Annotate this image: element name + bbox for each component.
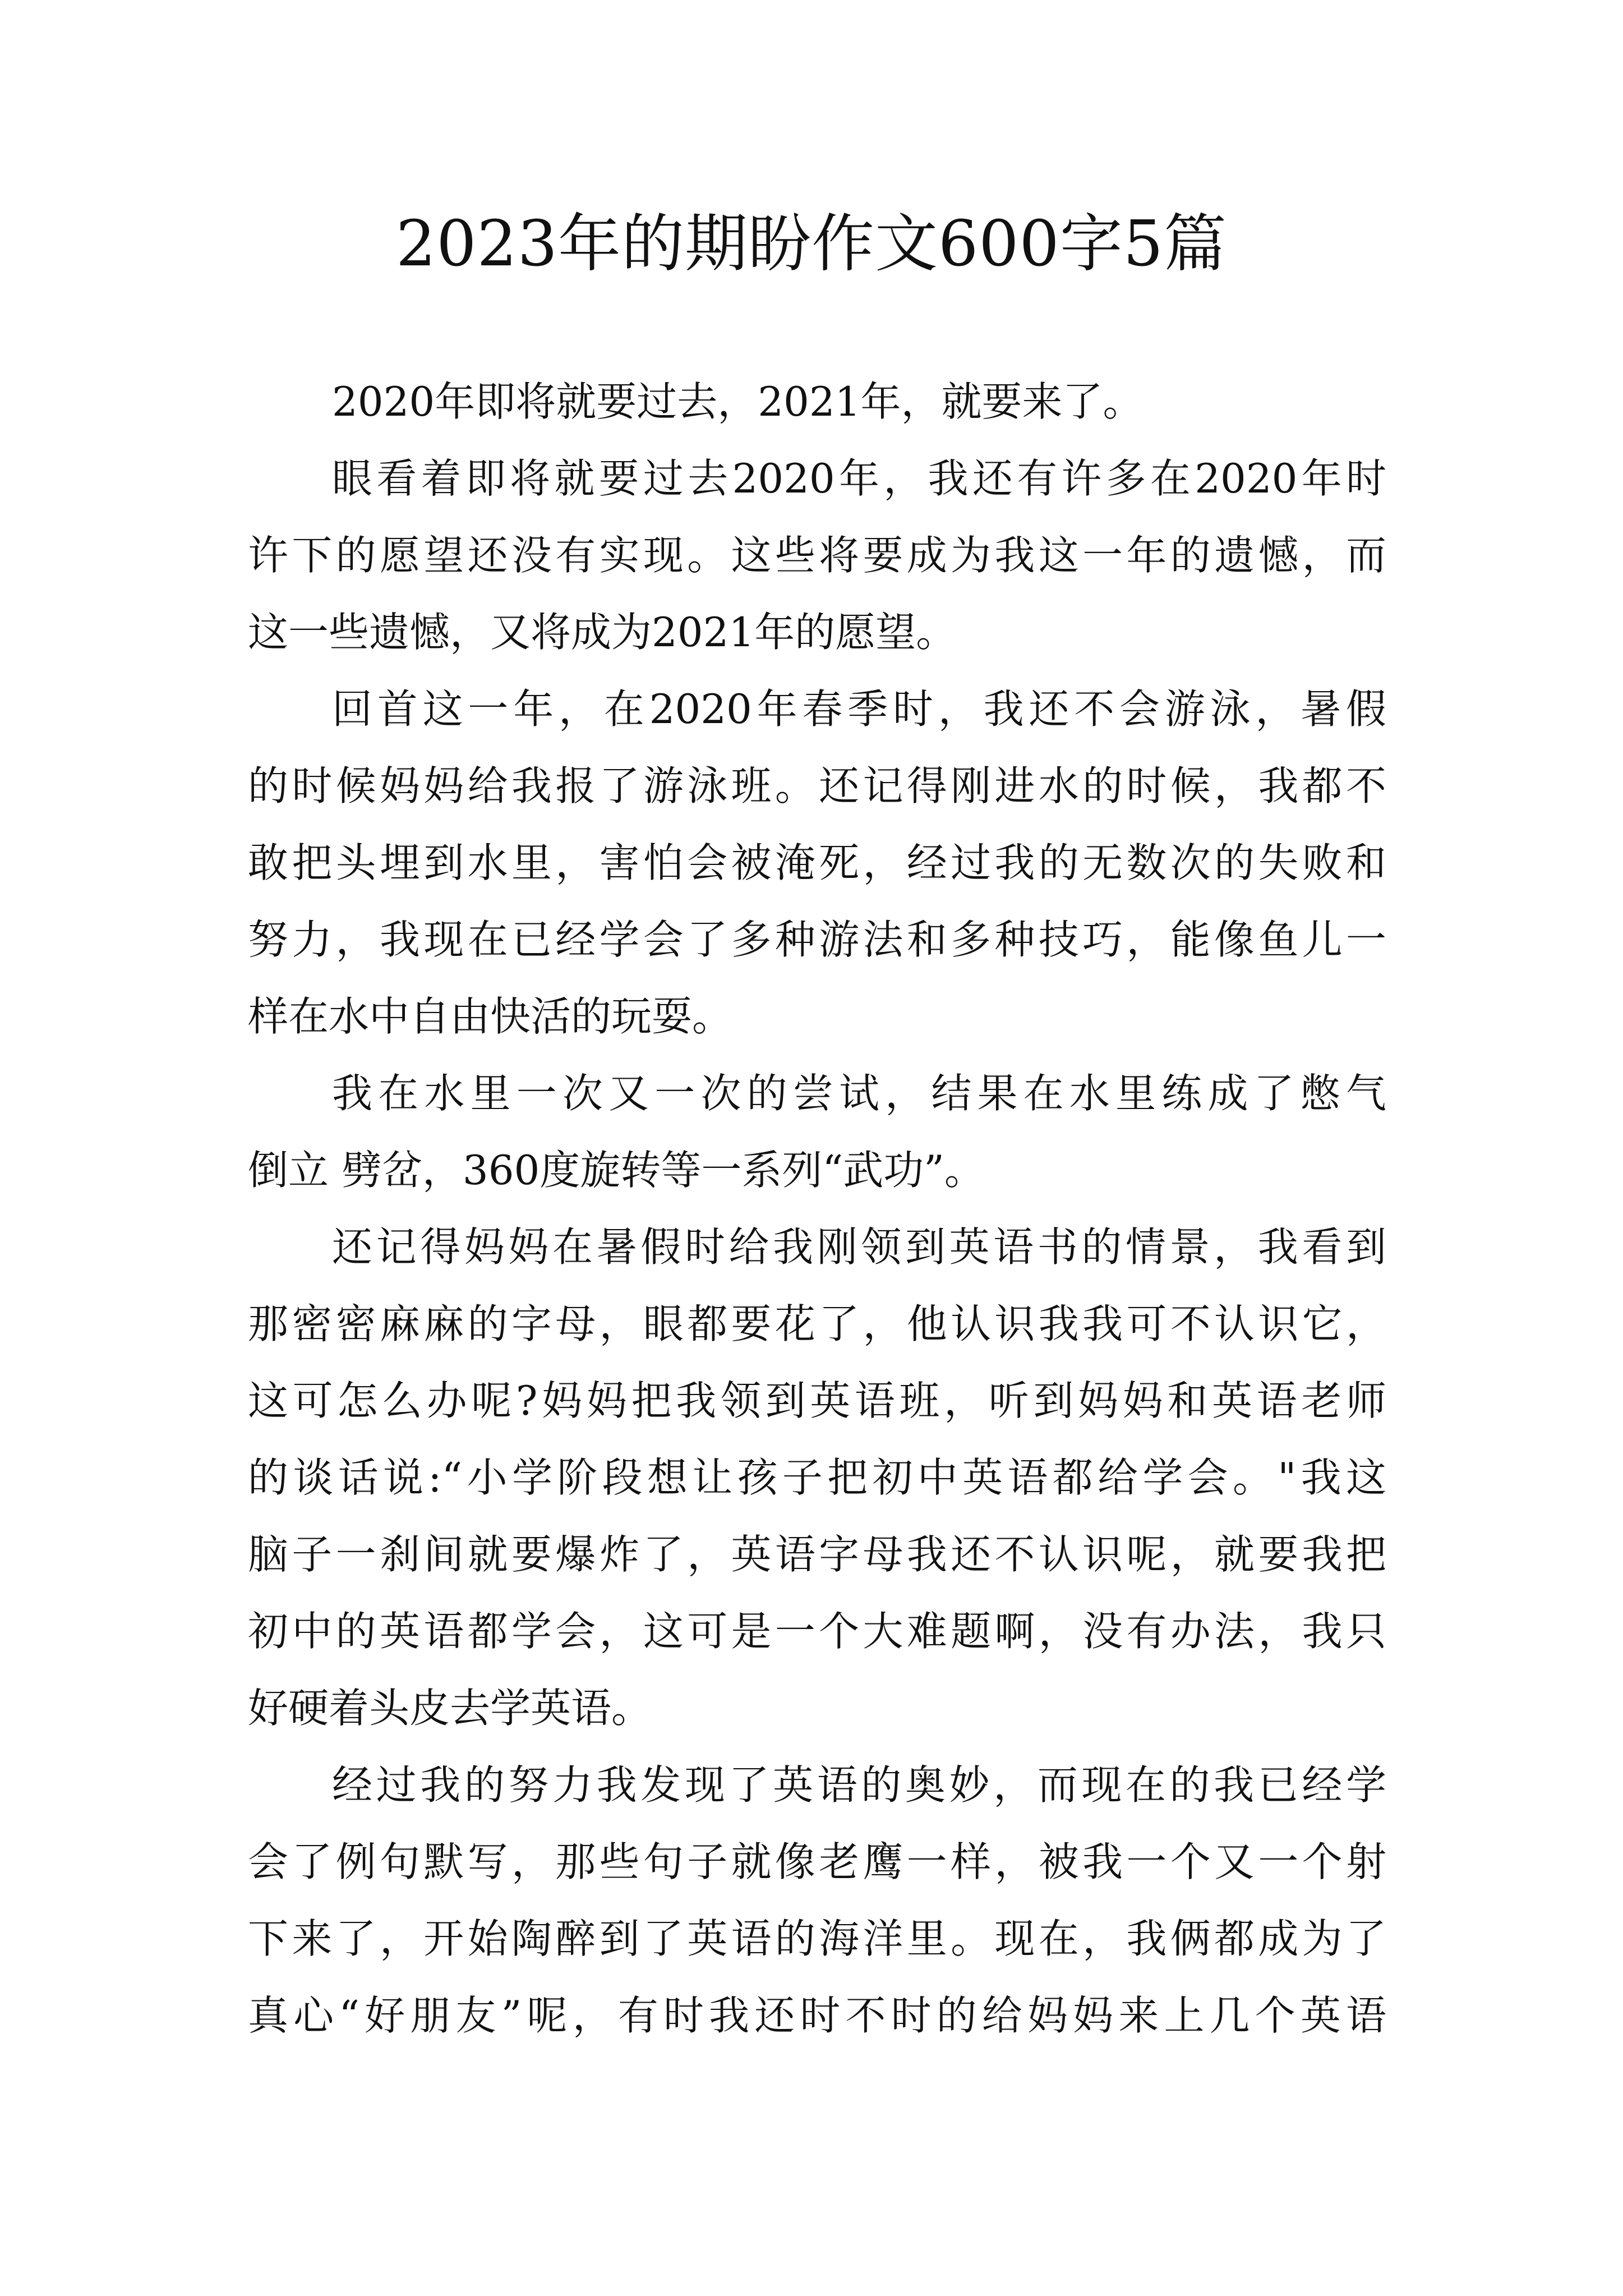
document-body	[248, 364, 1386, 2054]
text-line: 敢把头埋到水里，害怕会被淹死，经过我的无数次的失败和	[248, 839, 1386, 886]
text-line: 经过我的努力我发现了英语的奥妙，而现在的我已经学	[332, 1761, 1386, 1809]
document-title: 2023年的期盼作文600字5篇	[395, 208, 1228, 280]
text-line: 倒立 劈岔，360度旋转等一系列“武功”。	[248, 1147, 985, 1194]
text-line: 眼看着即将就要过去2020年，我还有许多在2020年时	[332, 455, 1386, 502]
text-line: 脑子一刹间就要爆炸了，英语字母我还不认识呢，就要我把	[248, 1531, 1386, 1578]
text-line: 好硬着头皮去学英语。	[248, 1685, 652, 1732]
text-line: 会了例句默写，那些句子就像老鹰一样，被我一个又一个射	[248, 1838, 1386, 1885]
text-line: 那密密麻麻的字母，眼都要花了，他认识我我可不认识它，	[248, 1300, 1386, 1347]
text-line: 初中的英语都学会，这可是一个大难题啊，没有办法，我只	[248, 1608, 1386, 1655]
text-line: 这可怎么办呢?妈妈把我领到英语班，听到妈妈和英语老师	[248, 1377, 1386, 1424]
text-line: 努力，我现在已经学会了多种游法和多种技巧，能像鱼儿一	[248, 916, 1386, 963]
text-line: 这一些遗憾，又将成为2021年的愿望。	[248, 609, 957, 656]
text-line: 下来了，开始陶醉到了英语的海洋里。现在，我俩都成为了	[248, 1915, 1386, 1962]
text-line: 回首这一年，在2020年春季时，我还不会游泳，暑假	[332, 685, 1386, 733]
text-line: 许下的愿望还没有实现。这些将要成为我这一年的遗憾，而	[248, 532, 1386, 579]
text-line: 2020年即将就要过去，2021年，就要来了。	[332, 378, 1144, 425]
text-line: 的时候妈妈给我报了游泳班。还记得刚进水的时候，我都不	[248, 762, 1386, 809]
text-line: 样在水中自由快活的玩耍。	[248, 993, 733, 1040]
text-line: 还记得妈妈在暑假时给我刚领到英语书的情景，我看到	[332, 1223, 1386, 1271]
text-line: 的谈话说:“小学阶段想让孩子把初中英语都给学会。"我这	[248, 1454, 1386, 1501]
text-line: 真心“好朋友”呢，有时我还时不时的给妈妈来上几个英语	[248, 1992, 1386, 2039]
text-line: 我在水里一次又一次的尝试，结果在水里练成了憋气	[332, 1070, 1386, 1117]
